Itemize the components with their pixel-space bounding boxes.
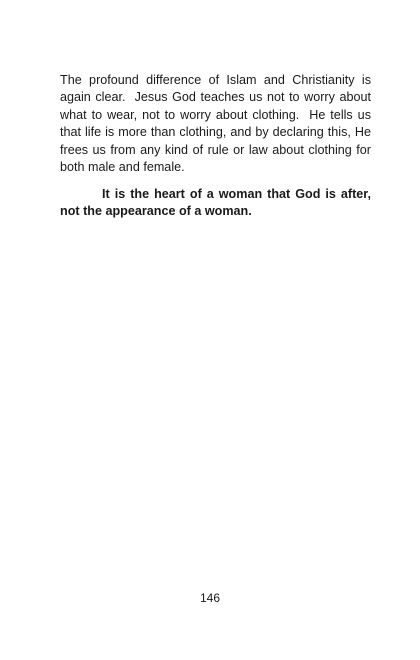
body-paragraph: The profound difference of Islam and Christianity is again clear. Jesus God teaches us not to worry about what to wear, not to worry about clothing. He tells us that life is more than clothing, and by declaring this, He frees us from any kind of rule or law about clothing for both male and female.	[60, 73, 375, 175]
page-number: 146	[199, 591, 221, 605]
emphasis-paragraph: It is the heart of a woman that God is after, not the appearance of a woman.	[60, 187, 371, 219]
